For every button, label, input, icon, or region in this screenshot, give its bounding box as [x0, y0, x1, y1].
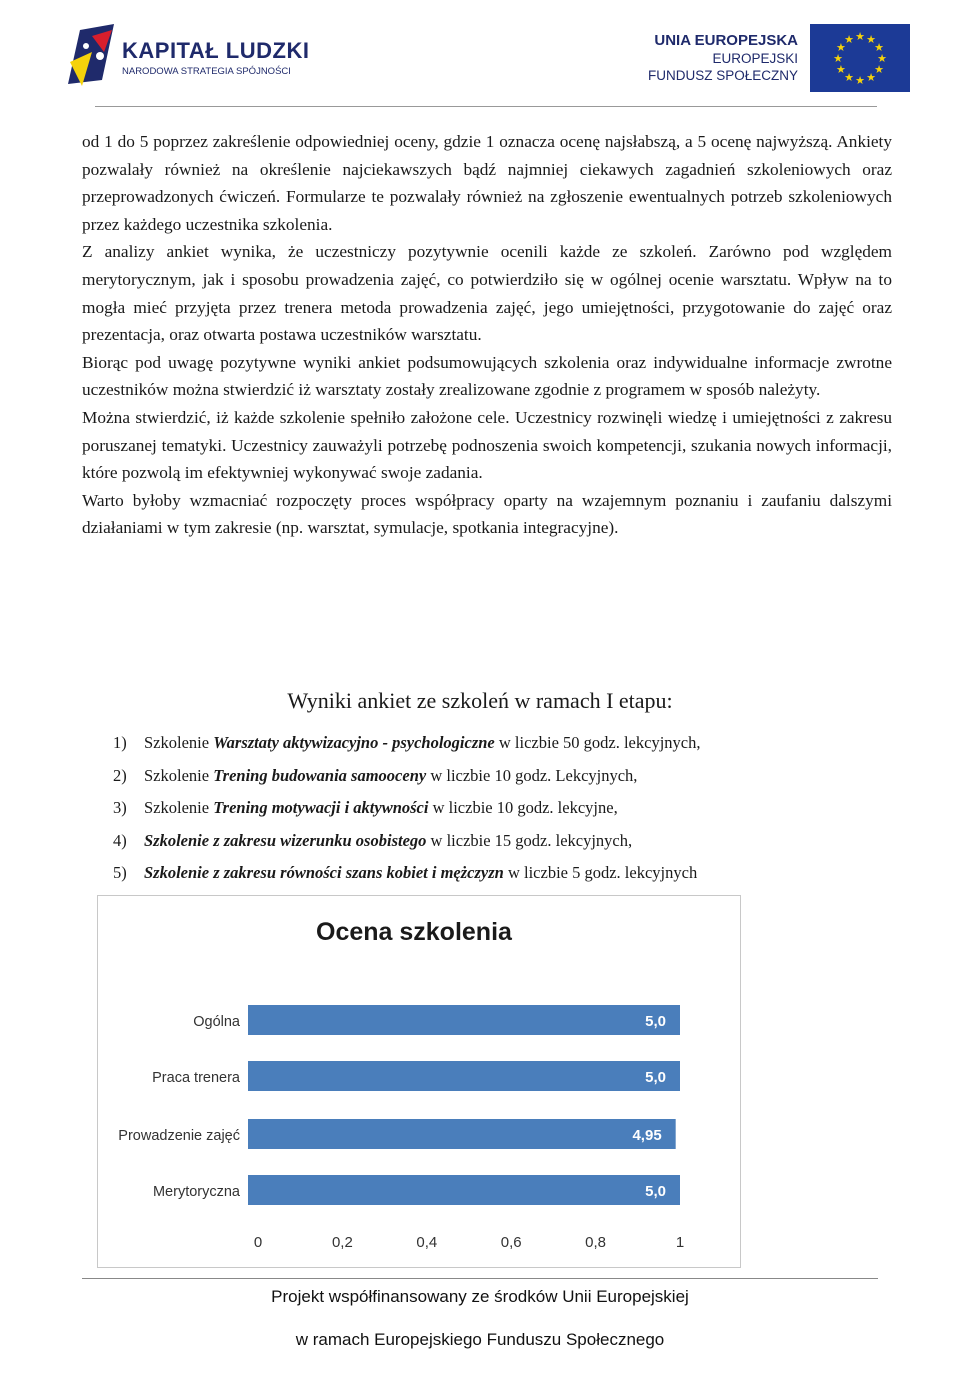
results-heading: Wyniki ankiet ze szkoleń w ramach I etapu: [287, 688, 673, 713]
list-item: 5) Szkolenie z zakresu równości szans kobiet i mężczyzn w liczbie 5 godz. lekcyjnych [113, 863, 698, 883]
category-label: Praca trenera [152, 1070, 240, 1086]
x-tick-label: 0,2 [331, 1234, 353, 1251]
chart-bar [248, 1175, 680, 1205]
x-tick-label: 0,8 [585, 1234, 607, 1251]
data-label: 4,95 [632, 1127, 662, 1144]
footer-line-1: Projekt współfinansowany ze środków Unii Europejskiej [271, 1287, 689, 1306]
header-divider [95, 106, 877, 107]
eu-star-icon: ★ [836, 63, 846, 76]
list-item: 3) Szkolenie Trening motywacji i aktywności w liczbie 10 godz. lekcyjne, [113, 798, 618, 818]
eu-star-icon: ★ [844, 32, 854, 46]
training-name: Trening motywacji i aktywności [213, 798, 429, 818]
training-name: Szkolenie z zakresu równości szans kobiet i mężczyzn [144, 863, 504, 883]
kapital-ludzki-subtitle: NARODOWA STRATEGIA SPÓJNOŚCI [122, 66, 291, 77]
eu-star-icon: ★ [866, 32, 876, 46]
training-name: Trening budowania samooceny [213, 765, 427, 785]
category-label: Merytoryczna [152, 1184, 240, 1200]
eu-logo-line1: UNIA EUROPEJSKA [654, 32, 798, 49]
category-label: Ogólna [193, 1014, 240, 1030]
list-item: 2) Szkolenie Trening budowania samooceny w liczbie 10 godz. Lekcyjnych, [113, 765, 638, 785]
training-name: Szkolenie z zakresu wizerunku osobistego [144, 830, 427, 850]
kapital-ludzki-emblem [62, 22, 122, 92]
paragraph: Z analizy ankiet wynika, że uczestniczy pozytywnie ocenili każde ze szkoleń. Zarówno pod względem merytorycznym, jak i sposobu prowadzenia zajęć, co potwierdziło się w ogólnej ocenie warsztatu. Wpływ na to mogła mieć przyjęta przez trenera metoda prowadzenia zajęć, jego umiejętności, przygotowanie do zajęć oraz prezentacja, oraz otwarta postawa uczestników warsztatu. [82, 242, 892, 345]
paragraph: Można stwierdzić, iż każde szkolenie spełniło założone cele. Uczestnicy rozwinęli wiedzę i umiejętności z zakresu poruszanej tematyki. Uczestnicy zauważyli potrzebę podnoszenia swoich kompetencji, szukania nowych informacji, które pozwolą im efektywniej wykonywać swoje zadania. [82, 407, 892, 483]
eu-star-icon: ★ [874, 63, 884, 76]
chart-bar [248, 1061, 680, 1091]
eu-star-icon: ★ [877, 52, 887, 65]
eu-star-icon: ★ [855, 74, 865, 87]
kapital-ludzki-title: KAPITAŁ LUDZKI [122, 38, 310, 63]
paragraph: od 1 do 5 poprzez zakreślenie odpowiedniej oceny, gdzie 1 oznacza ocenę najsłabszą, a 5 ocenę najwyższą. Ankiety pozwalały również na określenie najciekawszych bądź najmniej ciekawych zagadnień szkoleniowych oraz przeprowadzonych ćwiczeń. Formularze te pozwalały również na zgłoszenie ewentualnych potrzeb szkoleniowych przez każdego uczestnika szkolenia. [82, 132, 892, 234]
chart-title: Ocena szkolenia [316, 918, 512, 946]
chart-bar [248, 1119, 676, 1149]
chart-bar [248, 1005, 680, 1035]
chart-canvas [98, 896, 740, 1267]
data-label: 5,0 [645, 1013, 666, 1030]
body-text [82, 128, 892, 542]
footer-line-2: w ramach Europejskiego Funduszu Społecznego [295, 1330, 665, 1349]
paragraph: Warto byłoby wzmacniać rozpoczęty proces współpracy oparty na wzajemnym poznaniu i zaufaniu dalszymi działaniami w tym zakresie (np. warsztat, symulacje, spotkania integracyjne). [82, 490, 892, 538]
footer-divider [82, 1278, 878, 1279]
eu-logo [647, 22, 910, 92]
data-label: 5,0 [645, 1183, 666, 1200]
data-label: 5,0 [645, 1069, 666, 1086]
page-header [0, 0, 960, 112]
category-label: Prowadzenie zajęć [118, 1128, 240, 1144]
x-tick-label: 0,4 [416, 1234, 438, 1251]
x-tick-label: 1 [675, 1234, 685, 1251]
paragraph: Biorąc pod uwagę pozytywne wyniki ankiet podsumowujących szkolenia oraz indywidualne informacje zwrotne uczestników można stwierdzić iż warsztaty zostały zrealizowane zgodnie z programem w sposób należyty. [82, 352, 892, 400]
training-name: Warsztaty aktywizacyjno - psychologiczne [213, 733, 495, 752]
eu-logo-line3: FUNDUSZ SPOŁECZNY [647, 68, 798, 83]
rating-chart [97, 895, 741, 1268]
eu-logo-line2: EUROPEJSKI [712, 51, 798, 66]
eu-flag-icon [810, 24, 910, 92]
eu-star-icon: ★ [855, 30, 865, 43]
list-item: 4) Szkolenie z zakresu wizerunku osobistego w liczbie 15 godz. lekcyjnych, [113, 830, 633, 850]
x-tick-label: 0,6 [500, 1234, 522, 1251]
eu-star-icon: ★ [874, 41, 884, 54]
eu-star-icon: ★ [866, 71, 876, 85]
eu-star-icon: ★ [836, 41, 846, 54]
eu-star-icon: ★ [833, 52, 843, 65]
training-list [113, 730, 913, 893]
eu-star-icon: ★ [844, 71, 854, 85]
x-tick-label: 0 [253, 1234, 263, 1251]
kapital-ludzki-logo [62, 22, 310, 92]
list-item: 1) Szkolenie Warsztaty aktywizacyjno - psychologiczne w liczbie 50 godz. lekcyjnych, [113, 733, 701, 752]
